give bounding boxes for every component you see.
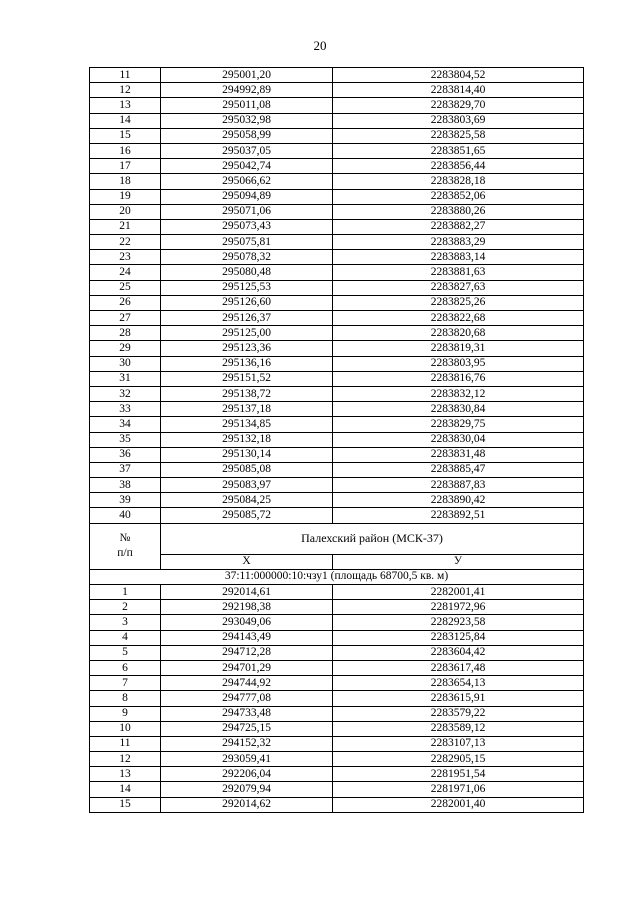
table-row <box>90 706 584 721</box>
table-row <box>90 295 584 310</box>
point-number-cell: 16 <box>90 143 161 158</box>
table-row <box>90 478 584 493</box>
table-row <box>90 462 584 477</box>
table-row <box>90 767 584 782</box>
coordinates-table-part2 <box>90 585 584 813</box>
table-row <box>90 235 584 250</box>
table-row <box>90 189 584 204</box>
table-row <box>90 600 584 615</box>
x-coordinate-cell: 295125,00 <box>161 326 333 341</box>
section-row <box>90 569 584 584</box>
y-coordinate-cell: 2283804,52 <box>333 68 584 83</box>
x-coordinate-cell: 294712,28 <box>161 645 333 660</box>
y-coordinate-cell: 2281951,54 <box>333 767 584 782</box>
y-coordinate-cell: 2283832,12 <box>333 386 584 401</box>
point-number-cell: 20 <box>90 204 161 219</box>
x-coordinate-cell: 295037,05 <box>161 143 333 158</box>
column-header-y: У <box>333 554 584 569</box>
x-coordinate-cell: 295085,08 <box>161 462 333 477</box>
column-header-x: X <box>161 554 333 569</box>
table-row <box>90 83 584 98</box>
x-coordinate-cell: 295094,89 <box>161 189 333 204</box>
x-coordinate-cell: 294733,48 <box>161 706 333 721</box>
point-number-cell: 15 <box>90 128 161 143</box>
table-row <box>90 782 584 797</box>
y-coordinate-cell: 2281972,96 <box>333 600 584 615</box>
x-coordinate-cell: 295001,20 <box>161 68 333 83</box>
x-coordinate-cell: 295084,25 <box>161 493 333 508</box>
x-coordinate-cell: 295125,53 <box>161 280 333 295</box>
y-coordinate-cell: 2283589,12 <box>333 721 584 736</box>
y-coordinate-cell: 2283831,48 <box>333 447 584 462</box>
x-coordinate-cell: 292206,04 <box>161 767 333 782</box>
x-coordinate-cell: 293049,06 <box>161 615 333 630</box>
x-coordinate-cell: 295073,43 <box>161 219 333 234</box>
point-number-cell: 25 <box>90 280 161 295</box>
point-number-cell: 36 <box>90 447 161 462</box>
x-coordinate-cell: 294744,92 <box>161 676 333 691</box>
table-row <box>90 797 584 812</box>
x-coordinate-cell: 295032,98 <box>161 113 333 128</box>
table-row <box>90 752 584 767</box>
point-number-cell: 14 <box>90 782 161 797</box>
point-number-cell: 31 <box>90 371 161 386</box>
point-number-cell: 34 <box>90 417 161 432</box>
x-coordinate-cell: 295123,36 <box>161 341 333 356</box>
x-coordinate-cell: 295080,48 <box>161 265 333 280</box>
header-title: Палехский район (МСК-37) <box>161 523 584 554</box>
table-row <box>90 219 584 234</box>
y-coordinate-cell: 2283814,40 <box>333 83 584 98</box>
point-number-cell: 9 <box>90 706 161 721</box>
y-coordinate-cell: 2283851,65 <box>333 143 584 158</box>
x-coordinate-cell: 295136,16 <box>161 356 333 371</box>
y-coordinate-cell: 2282905,15 <box>333 752 584 767</box>
x-coordinate-cell: 292014,62 <box>161 797 333 812</box>
table-row <box>90 250 584 265</box>
point-number-cell: 39 <box>90 493 161 508</box>
x-coordinate-cell: 294777,08 <box>161 691 333 706</box>
table-row <box>90 113 584 128</box>
point-number-cell: 18 <box>90 174 161 189</box>
x-coordinate-cell: 295083,97 <box>161 478 333 493</box>
table-row <box>90 159 584 174</box>
section-title: 37:11:000000:10:чзу1 (площадь 68700,5 кв. м) <box>90 569 584 584</box>
point-number-cell: 29 <box>90 341 161 356</box>
point-number-cell: 26 <box>90 295 161 310</box>
x-coordinate-cell: 293059,41 <box>161 752 333 767</box>
y-coordinate-cell: 2283654,13 <box>333 676 584 691</box>
y-coordinate-cell: 2283803,69 <box>333 113 584 128</box>
point-number-cell: 38 <box>90 478 161 493</box>
x-coordinate-cell: 295011,08 <box>161 98 333 113</box>
table-row <box>90 128 584 143</box>
table-row <box>90 508 584 523</box>
y-coordinate-cell: 2283107,13 <box>333 736 584 751</box>
x-coordinate-cell: 295126,37 <box>161 311 333 326</box>
table-row <box>90 68 584 83</box>
column-header-row <box>90 554 584 569</box>
x-coordinate-cell: 295066,62 <box>161 174 333 189</box>
point-number-cell: 19 <box>90 189 161 204</box>
table-row <box>90 585 584 600</box>
table-row <box>90 676 584 691</box>
table-row <box>90 736 584 751</box>
y-coordinate-cell: 2283819,31 <box>333 341 584 356</box>
point-number-cell: 11 <box>90 68 161 83</box>
table-row <box>90 341 584 356</box>
table-row <box>90 630 584 645</box>
point-number-cell: 10 <box>90 721 161 736</box>
header-number-symbol: № <box>119 532 131 545</box>
table-header <box>90 523 584 584</box>
header-row <box>90 523 584 554</box>
x-coordinate-cell: 292198,38 <box>161 600 333 615</box>
y-coordinate-cell: 2283883,29 <box>333 235 584 250</box>
point-number-cell: 11 <box>90 736 161 751</box>
point-number-cell: 8 <box>90 691 161 706</box>
point-number-cell: 21 <box>90 219 161 234</box>
y-coordinate-cell: 2283887,83 <box>333 478 584 493</box>
point-number-cell: 23 <box>90 250 161 265</box>
table-row <box>90 402 584 417</box>
table-row <box>90 265 584 280</box>
point-number-cell: 12 <box>90 83 161 98</box>
point-number-cell: 13 <box>90 767 161 782</box>
point-number-cell: 27 <box>90 311 161 326</box>
x-coordinate-cell: 295132,18 <box>161 432 333 447</box>
y-coordinate-cell: 2283825,58 <box>333 128 584 143</box>
point-number-cell: 15 <box>90 797 161 812</box>
table-row <box>90 432 584 447</box>
point-number-cell: 13 <box>90 98 161 113</box>
y-coordinate-cell: 2283827,63 <box>333 280 584 295</box>
x-coordinate-cell: 292079,94 <box>161 782 333 797</box>
table-row <box>90 386 584 401</box>
y-coordinate-cell: 2283830,84 <box>333 402 584 417</box>
point-number-cell: 22 <box>90 235 161 250</box>
point-number-cell: 40 <box>90 508 161 523</box>
point-number-cell: 12 <box>90 752 161 767</box>
y-coordinate-cell: 2283880,26 <box>333 204 584 219</box>
header-number-cell <box>90 523 161 569</box>
point-number-cell: 30 <box>90 356 161 371</box>
point-number-cell: 35 <box>90 432 161 447</box>
point-number-cell: 28 <box>90 326 161 341</box>
x-coordinate-cell: 294701,29 <box>161 660 333 675</box>
y-coordinate-cell: 2283803,95 <box>333 356 584 371</box>
point-number-cell: 17 <box>90 159 161 174</box>
x-coordinate-cell: 295130,14 <box>161 447 333 462</box>
y-coordinate-cell: 2283883,14 <box>333 250 584 265</box>
table-row <box>90 98 584 113</box>
y-coordinate-cell: 2283604,42 <box>333 645 584 660</box>
table-row <box>90 493 584 508</box>
x-coordinate-cell: 294725,15 <box>161 721 333 736</box>
y-coordinate-cell: 2283579,22 <box>333 706 584 721</box>
x-coordinate-cell: 295071,06 <box>161 204 333 219</box>
x-coordinate-cell: 295078,32 <box>161 250 333 265</box>
table-row <box>90 447 584 462</box>
coordinates-table-part1 <box>90 68 584 524</box>
y-coordinate-cell: 2283885,47 <box>333 462 584 477</box>
point-number-cell: 33 <box>90 402 161 417</box>
table-row <box>90 615 584 630</box>
point-number-cell: 6 <box>90 660 161 675</box>
x-coordinate-cell: 295137,18 <box>161 402 333 417</box>
x-coordinate-cell: 294143,49 <box>161 630 333 645</box>
y-coordinate-cell: 2283816,76 <box>333 371 584 386</box>
y-coordinate-cell: 2283882,27 <box>333 219 584 234</box>
coordinates-table <box>89 67 584 813</box>
table-row <box>90 204 584 219</box>
point-number-cell: 3 <box>90 615 161 630</box>
y-coordinate-cell: 2283825,26 <box>333 295 584 310</box>
y-coordinate-cell: 2283820,68 <box>333 326 584 341</box>
y-coordinate-cell: 2283617,48 <box>333 660 584 675</box>
x-coordinate-cell: 295058,99 <box>161 128 333 143</box>
point-number-cell: 14 <box>90 113 161 128</box>
page-number: 20 <box>313 38 327 53</box>
y-coordinate-cell: 2282923,58 <box>333 615 584 630</box>
y-coordinate-cell: 2283852,06 <box>333 189 584 204</box>
y-coordinate-cell: 2283615,91 <box>333 691 584 706</box>
table-row <box>90 721 584 736</box>
y-coordinate-cell: 2282001,40 <box>333 797 584 812</box>
y-coordinate-cell: 2283830,04 <box>333 432 584 447</box>
y-coordinate-cell: 2283829,70 <box>333 98 584 113</box>
y-coordinate-cell: 2282001,41 <box>333 585 584 600</box>
point-number-cell: 4 <box>90 630 161 645</box>
y-coordinate-cell: 2283892,51 <box>333 508 584 523</box>
x-coordinate-cell: 295138,72 <box>161 386 333 401</box>
point-number-cell: 1 <box>90 585 161 600</box>
x-coordinate-cell: 295126,60 <box>161 295 333 310</box>
header-number-label: п/п <box>117 547 133 560</box>
point-number-cell: 5 <box>90 645 161 660</box>
table-row <box>90 660 584 675</box>
y-coordinate-cell: 2283881,63 <box>333 265 584 280</box>
x-coordinate-cell: 295151,52 <box>161 371 333 386</box>
x-coordinate-cell: 294992,89 <box>161 83 333 98</box>
table-row <box>90 645 584 660</box>
point-number-cell: 7 <box>90 676 161 691</box>
table-row <box>90 174 584 189</box>
table-row <box>90 417 584 432</box>
point-number-cell: 24 <box>90 265 161 280</box>
x-coordinate-cell: 292014,61 <box>161 585 333 600</box>
x-coordinate-cell: 294152,32 <box>161 736 333 751</box>
x-coordinate-cell: 295134,85 <box>161 417 333 432</box>
y-coordinate-cell: 2283822,68 <box>333 311 584 326</box>
y-coordinate-cell: 2283829,75 <box>333 417 584 432</box>
table-row <box>90 326 584 341</box>
x-coordinate-cell: 295075,81 <box>161 235 333 250</box>
point-number-cell: 37 <box>90 462 161 477</box>
point-number-cell: 32 <box>90 386 161 401</box>
y-coordinate-cell: 2283828,18 <box>333 174 584 189</box>
table-row <box>90 311 584 326</box>
table-row <box>90 280 584 295</box>
point-number-cell: 2 <box>90 600 161 615</box>
table-row <box>90 691 584 706</box>
y-coordinate-cell: 2283856,44 <box>333 159 584 174</box>
y-coordinate-cell: 2281971,06 <box>333 782 584 797</box>
y-coordinate-cell: 2283125,84 <box>333 630 584 645</box>
x-coordinate-cell: 295085,72 <box>161 508 333 523</box>
y-coordinate-cell: 2283890,42 <box>333 493 584 508</box>
table-row <box>90 371 584 386</box>
table-row <box>90 356 584 371</box>
table-row <box>90 143 584 158</box>
x-coordinate-cell: 295042,74 <box>161 159 333 174</box>
